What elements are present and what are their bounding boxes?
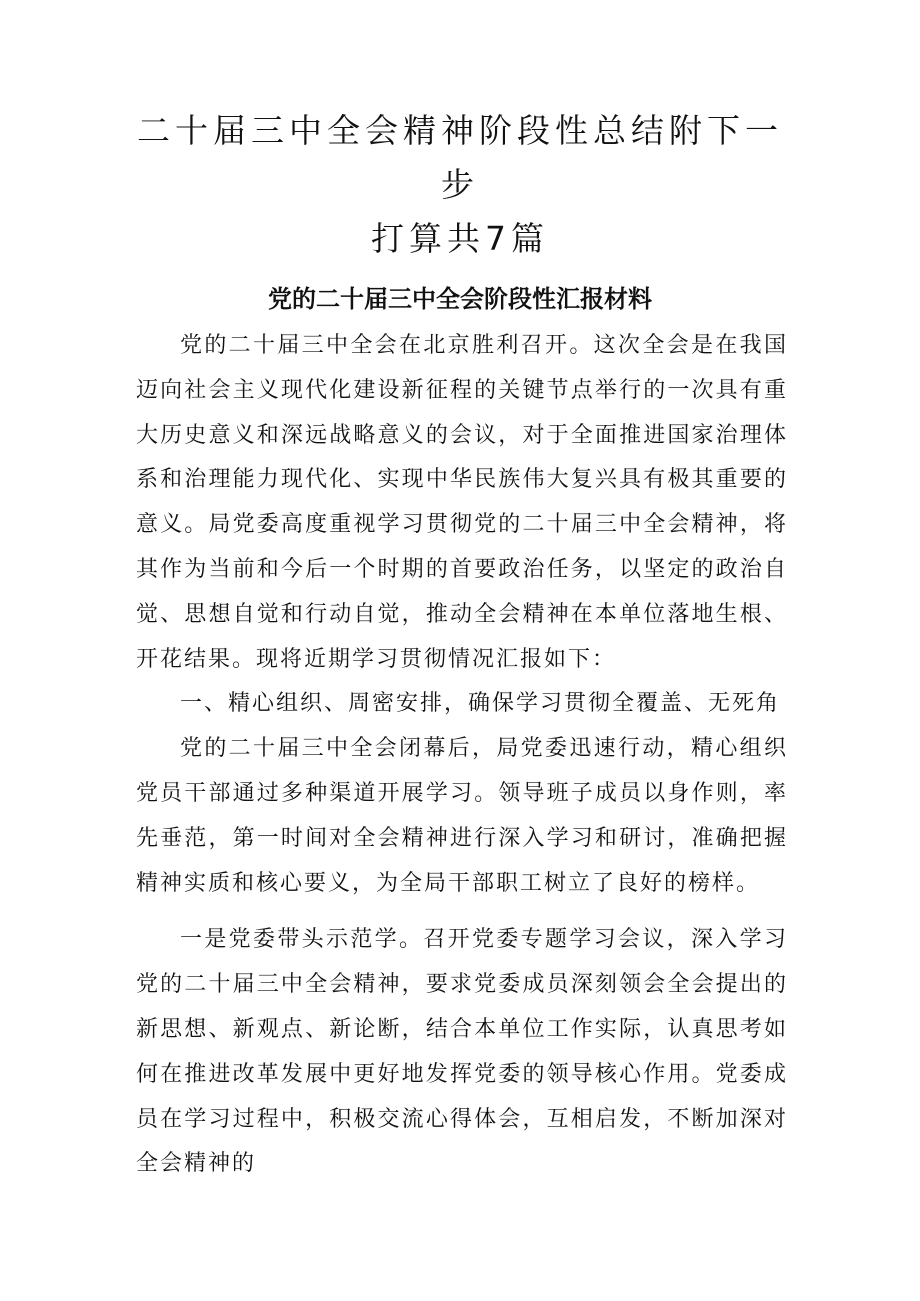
document-title-line-1: 二十届三中全会精神阶段性总结附下一步	[137, 111, 783, 204]
document-body	[136, 324, 788, 1187]
section-heading: 党的二十届三中全会阶段性汇报材料	[268, 285, 652, 313]
paragraph-intro: 党的二十届三中全会在北京胜利召开。这次全会是在我国迈向社会主义现代化建设新征程的关键节点举行的一次具有重大历史意义和深远战略意义的会议，对于全面推进国家治理体系和治理能力现代化、实现中华民族伟大复兴具有极其重要的意义。局党委高度重视学习贯彻党的二十届三中全会精神，将其作为当前和今后一个时期的首要政治任务，以坚定的政治自觉、思想自觉和行动自觉，推动全会精神在本单位落地生根、开花结果。现将近期学习贯彻情况汇报如下：	[136, 333, 788, 672]
document-title-line-2: 打算共7篇	[371, 219, 549, 258]
paragraph-organize: 党的二十届三中全会闭幕后，局党委迅速行动，精心组织党员干部通过多种渠道开展学习。领导班子成员以身作则，率先垂范，第一时间对全会精神进行深入学习和研讨，准确把握精神实质和核心要义，为全局干部职工树立了良好的榜样。	[136, 736, 788, 896]
document-title	[130, 104, 790, 266]
paragraph-party-committee: 一是党委带头示范学。召开党委专题学习会议，深入学习党的二十届三中全会精神，要求党委成员深刻领会全会提出的新思想、新观点、新论断，结合本单位工作实际，认真思考如何在推进改革发展中更好地发挥党委的领导核心作用。党委成员在学习过程中，积极交流心得体会，互相启发，不断加深对全会精神的	[136, 927, 788, 1177]
paragraph-heading-one: 一、精心组织、周密安排，确保学习贯彻全覆盖、无死角	[180, 691, 781, 717]
